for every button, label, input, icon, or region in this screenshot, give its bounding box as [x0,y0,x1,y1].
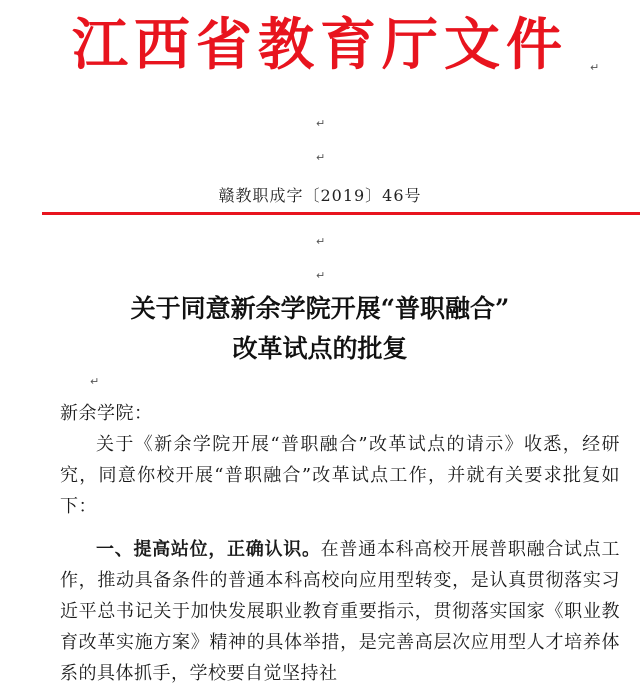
body-paragraph-2 [60,534,620,689]
paragraph-mark: ↵ [316,151,326,164]
paragraph-mark: ↵ [316,235,326,248]
document-title-line-2: 改革试点的批复 [232,334,408,363]
section-heading-1: 一、提高站位，正确认识。 [96,539,321,560]
salutation: 新余学院： [60,403,153,424]
paragraph-mark: ↵ [316,117,326,130]
document-number: 赣教职成字〔2019〕46号 [218,186,422,205]
body-paragraph-1: 关于《新余学院开展“普职融合”改革试点的请示》收悉，经研究，同意你校开展“普职融合”改革试点工作，并就有关要求批复如下： [60,434,620,517]
issuing-authority-header: 江西省教育厅文件 [72,12,568,78]
document-title-line-1: 关于同意新余学院开展“普职融合” [130,294,510,323]
paragraph-mark: ↵ [590,61,600,74]
paragraph-mark: ↵ [90,375,100,388]
red-divider-line [42,212,640,215]
section-text-1: 在普通本科高校开展普职融合试点工作，推动具备条件的普通本科高校向应用型转变，是认真贯彻落实习近平总书记关于加快发展职业教育重要指示，贯彻落实国家《职业教育改革实施方案》精神的具体举措，是完善高层次应用型人才培养体系的具体抓手，学校要自觉坚持社 [60,539,621,684]
paragraph-mark: ↵ [316,269,326,282]
